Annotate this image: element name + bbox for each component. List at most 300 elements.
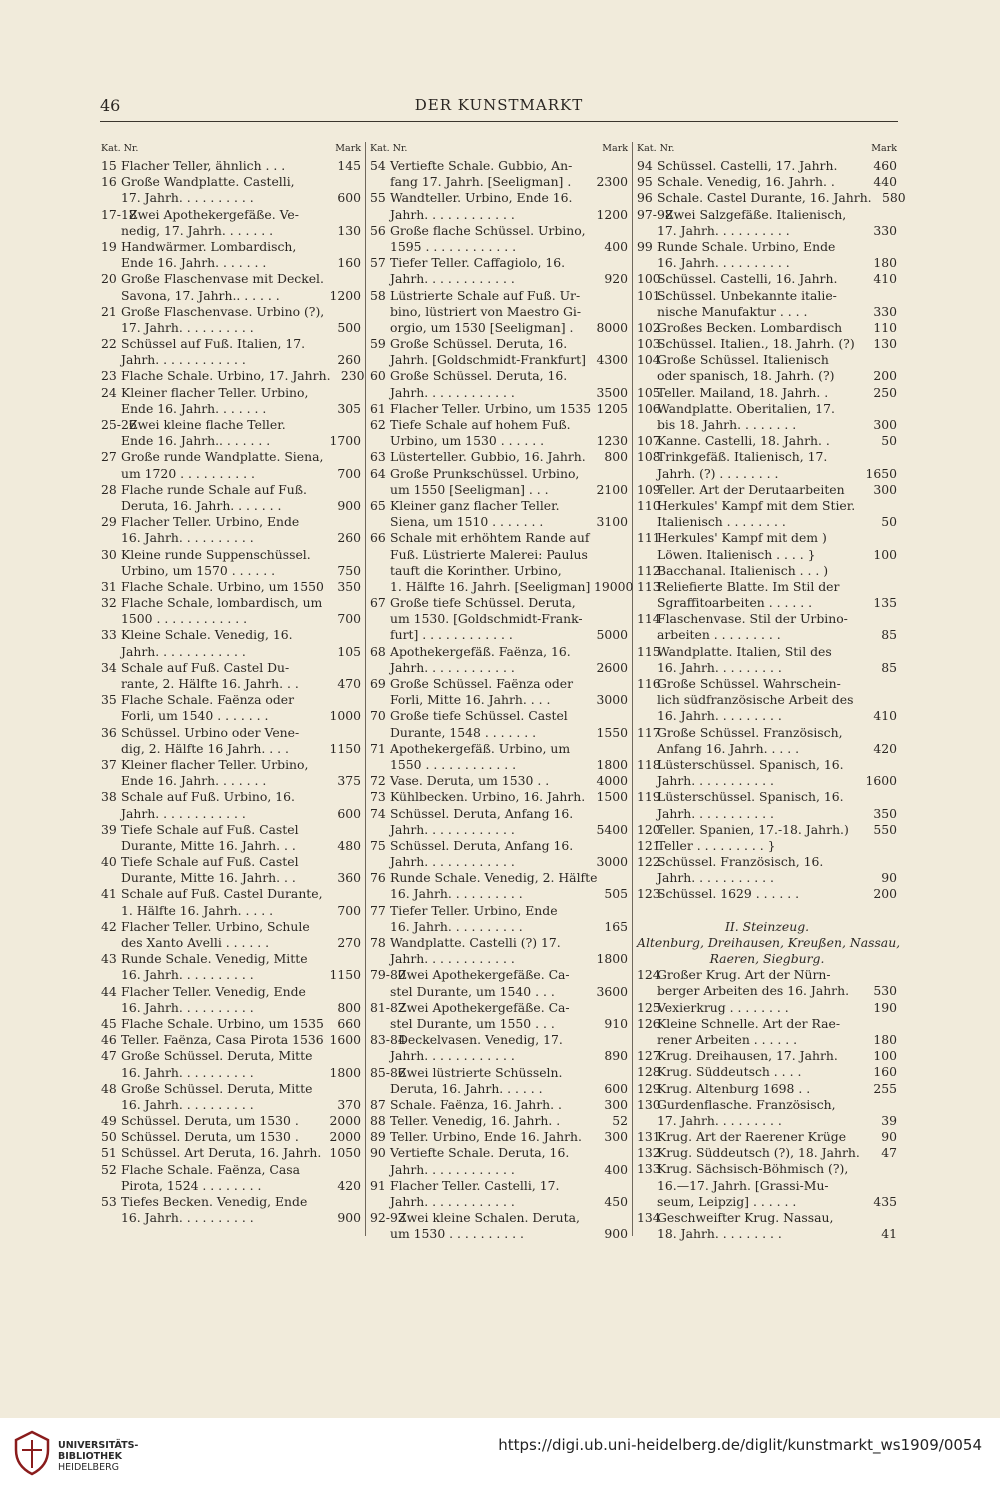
price-mark: 41 bbox=[881, 1226, 897, 1242]
catalog-number: 100 bbox=[637, 271, 661, 287]
catalog-number: 90 bbox=[370, 1145, 386, 1161]
catalog-entry-line bbox=[101, 1048, 361, 1064]
catalog-entry-line bbox=[370, 255, 628, 271]
catalog-entry-line bbox=[370, 1113, 628, 1129]
catalog-entry-line bbox=[101, 854, 361, 870]
entry-description: 17. Jahrh. . . . . . . . . . bbox=[121, 190, 254, 206]
entry-description: Zwei Apothekergefäße. Ve- bbox=[129, 206, 299, 222]
catalog-entry-line bbox=[637, 1194, 897, 1210]
catalog-entry-line bbox=[101, 627, 361, 643]
catalog-entry-line bbox=[637, 530, 897, 546]
catalog-number: 115 bbox=[637, 643, 661, 659]
entry-description: Jahrh. . . . . . . . . . . . bbox=[121, 643, 246, 659]
price-mark bbox=[327, 627, 361, 643]
catalog-number: 134 bbox=[637, 1210, 661, 1225]
catalog-number bbox=[370, 611, 390, 627]
price-mark: 370 bbox=[337, 1096, 361, 1112]
catalog-entry-line bbox=[101, 1081, 361, 1097]
catalog-entry-line bbox=[370, 320, 628, 336]
catalog-number bbox=[101, 870, 121, 886]
price-mark: 90 bbox=[881, 870, 897, 886]
catalog-number bbox=[101, 352, 121, 368]
catalog-entry-line bbox=[370, 1016, 628, 1032]
catalog-entry-line bbox=[370, 401, 628, 417]
entry-description: Jahrh. . . . . . . . . . . . bbox=[390, 821, 515, 837]
catalog-number bbox=[101, 466, 121, 482]
price-mark bbox=[594, 417, 628, 433]
catalog-entry-line bbox=[637, 498, 897, 514]
entry-description: des Xanto Avelli . . . . . . bbox=[121, 935, 270, 950]
price-mark bbox=[594, 336, 628, 352]
catalog-number bbox=[370, 692, 390, 708]
price-mark: 410 bbox=[873, 271, 897, 287]
price-mark: 260 bbox=[337, 530, 361, 546]
price-mark bbox=[594, 1178, 628, 1194]
entry-description: Kleiner flacher Teller. Urbino, bbox=[121, 384, 309, 400]
price-mark: 300 bbox=[604, 1096, 628, 1112]
catalog-entry-line bbox=[101, 207, 361, 223]
catalog-number: 105 bbox=[637, 384, 661, 400]
catalog-number: 40 bbox=[101, 854, 117, 870]
catalog-number bbox=[370, 547, 390, 563]
entry-description: 16. Jahrh. . . . . . . . . . bbox=[390, 918, 523, 934]
entry-description: 16. Jahrh. . . . . . . . . . bbox=[121, 1096, 254, 1112]
catalog-number: 70 bbox=[370, 708, 386, 724]
catalog-number: 19 bbox=[101, 238, 117, 254]
catalog-entry-line bbox=[637, 967, 897, 983]
price-mark: 4000 bbox=[596, 773, 628, 789]
catalog-entry-line bbox=[101, 466, 361, 482]
catalog-entry-line bbox=[637, 1048, 897, 1064]
catalog-entry-line bbox=[370, 385, 628, 401]
price-mark bbox=[594, 304, 628, 320]
catalog-entry-line bbox=[637, 644, 897, 660]
catalog-column-3 bbox=[637, 142, 906, 1242]
price-mark: 2000 bbox=[329, 1129, 361, 1145]
price-mark: 600 bbox=[337, 805, 361, 821]
column-rule bbox=[632, 142, 633, 1236]
entry-description: Flache Schale. Urbino, 17. Jahrh. bbox=[121, 368, 331, 384]
price-mark: 410 bbox=[873, 708, 897, 724]
catalog-number: 54 bbox=[370, 158, 386, 173]
entry-description: II. Steinzeug. bbox=[724, 918, 810, 934]
entry-description: Schüssel. 1629 . . . . . . bbox=[657, 886, 800, 902]
catalog-number bbox=[370, 725, 390, 741]
catalog-entry-line bbox=[637, 158, 897, 174]
catalog-number: 104 bbox=[637, 352, 661, 368]
catalog-entry-line bbox=[637, 174, 897, 190]
entry-description: Kleine Schnelle. Art der Rae- bbox=[657, 1015, 841, 1031]
entry-description: Lüsterteller. Gubbio, 16. Jahrh. bbox=[390, 449, 586, 465]
catalog-entry-line bbox=[637, 466, 897, 482]
price-mark bbox=[327, 174, 361, 190]
catalog-entry-line bbox=[370, 304, 628, 320]
catalog-entry-line bbox=[370, 708, 628, 724]
catalog-entry-line bbox=[101, 1032, 361, 1048]
catalog-column-2 bbox=[370, 142, 634, 1243]
catalog-entry-line bbox=[637, 482, 897, 498]
catalog-entry-line bbox=[637, 449, 897, 465]
catalog-entry-line bbox=[370, 1226, 628, 1242]
price-mark: 435 bbox=[873, 1193, 897, 1209]
catalog-entry-line bbox=[370, 627, 628, 643]
catalog-number: 106 bbox=[637, 400, 661, 416]
catalog-number: 57 bbox=[370, 255, 386, 271]
price-mark: 110 bbox=[873, 319, 897, 335]
entry-description: Lüsterschüssel. Spanisch, 16. bbox=[657, 789, 844, 805]
catalog-entry-line bbox=[637, 611, 897, 627]
price-mark bbox=[594, 1032, 628, 1048]
price-mark bbox=[594, 547, 628, 563]
price-mark: 420 bbox=[337, 1177, 361, 1193]
catalog-entry-line bbox=[637, 983, 897, 999]
catalog-entry-line bbox=[101, 725, 361, 741]
entry-description: 16. Jahrh. . . . . . . . . . bbox=[390, 886, 523, 902]
catalog-number bbox=[101, 530, 121, 546]
price-mark bbox=[594, 158, 628, 174]
catalog-entry-line bbox=[101, 530, 361, 546]
price-mark: 305 bbox=[337, 400, 361, 416]
entry-description: Flache Schale. Urbino, um 1535 bbox=[121, 1015, 324, 1031]
catalog-number bbox=[637, 1194, 657, 1210]
price-mark bbox=[594, 806, 628, 822]
catalog-entry-line bbox=[101, 676, 361, 692]
catalog-entry-line bbox=[370, 967, 628, 983]
catalog-number: 16 bbox=[101, 174, 117, 190]
page-number: 46 bbox=[100, 96, 121, 115]
price-mark: 100 bbox=[873, 546, 897, 562]
catalog-entry-line bbox=[637, 433, 897, 449]
entry-description: Wandteller. Urbino, Ende 16. bbox=[390, 190, 573, 206]
entry-description: Teller. Mailand, 18. Jahrh. . bbox=[657, 384, 829, 400]
catalog-number bbox=[101, 1178, 121, 1194]
catalog-number: 130 bbox=[637, 1096, 661, 1112]
entry-description: Große Prunkschüssel. Urbino, bbox=[390, 465, 580, 481]
price-mark: 1800 bbox=[596, 756, 628, 772]
entry-description: 17. Jahrh. . . . . . . . . bbox=[657, 1112, 782, 1128]
entry-description: Wandplatte. Castelli (?) 17. bbox=[390, 935, 561, 950]
catalog-entry-line bbox=[370, 595, 628, 611]
price-mark bbox=[594, 288, 628, 304]
catalog-number bbox=[101, 1065, 121, 1081]
price-mark bbox=[863, 1161, 897, 1177]
catalog-entry-line bbox=[101, 320, 361, 336]
entry-description: Tiefes Becken. Venedig, Ende bbox=[121, 1194, 308, 1209]
catalog-number: 44 bbox=[101, 983, 117, 999]
entry-description: Krug. Dreihausen, 17. Jahrh. bbox=[657, 1048, 838, 1064]
entry-description: Apothekergefäß. Faënza, 16. bbox=[390, 643, 571, 659]
catalog-number: 129 bbox=[637, 1080, 661, 1096]
price-mark: 750 bbox=[337, 562, 361, 578]
catalog-number bbox=[370, 1048, 390, 1064]
price-mark: 460 bbox=[873, 158, 897, 173]
price-mark bbox=[594, 1210, 628, 1226]
catalog-number bbox=[101, 401, 121, 417]
entry-description: Trinkgefäß. Italienisch, 17. bbox=[657, 449, 828, 465]
catalog-entry-line bbox=[101, 304, 361, 320]
entry-description: Kanne. Castelli, 18. Jahrh. . bbox=[657, 433, 830, 449]
catalog-entry-line bbox=[370, 158, 628, 174]
catalog-entry-line bbox=[637, 288, 897, 304]
entry-description: Jahrh. (?) . . . . . . . . bbox=[657, 465, 779, 481]
catalog-number: 58 bbox=[370, 287, 386, 303]
price-mark: 255 bbox=[873, 1080, 897, 1096]
catalog-number bbox=[101, 967, 121, 983]
price-mark: 5000 bbox=[596, 627, 628, 643]
catalog-entry-line bbox=[101, 514, 361, 530]
entry-description: Ende 16. Jahrh. . . . . . . bbox=[121, 255, 267, 271]
catalog-number bbox=[637, 304, 657, 320]
entry-description: Teller . . . . . . . . . } bbox=[657, 837, 776, 853]
catalog-number: 102 bbox=[637, 319, 661, 335]
catalog-number bbox=[637, 806, 657, 822]
price-mark bbox=[327, 239, 361, 255]
price-mark bbox=[327, 854, 361, 870]
catalog-number bbox=[101, 433, 121, 449]
entry-description: Kühlbecken. Urbino, 16. Jahrh. bbox=[390, 789, 586, 805]
catalog-entry-line bbox=[370, 773, 628, 789]
price-mark bbox=[327, 692, 361, 708]
catalog-number: 29 bbox=[101, 514, 117, 530]
catalog-number: 65 bbox=[370, 497, 386, 513]
catalog-entry-line bbox=[101, 1000, 361, 1016]
entry-description: Tiefe Schale auf hohem Fuß. bbox=[390, 417, 571, 432]
entry-description: um 1550 [Seeligman] . . . bbox=[390, 481, 549, 497]
catalog-number bbox=[101, 773, 121, 789]
catalog-entry-line bbox=[637, 547, 897, 563]
entry-description: dig, 2. Hälfte 16 Jahrh. . . . bbox=[121, 740, 289, 756]
catalog-entry-line bbox=[637, 1064, 897, 1080]
catalog-number bbox=[637, 1226, 657, 1242]
entry-description: Schale. Castel Durante, 16. Jahrh. bbox=[657, 190, 872, 206]
catalog-entry-line bbox=[370, 1048, 628, 1064]
catalog-entry-line bbox=[637, 514, 897, 530]
price-mark: 660 bbox=[337, 1015, 361, 1031]
price-mark bbox=[594, 644, 628, 660]
price-mark: 1000 bbox=[329, 708, 361, 724]
catalog-entry-line bbox=[370, 207, 628, 223]
catalog-number bbox=[370, 239, 390, 255]
entry-description: Flacher Teller. Castelli, 17. bbox=[390, 1177, 560, 1193]
catalog-number bbox=[101, 644, 121, 660]
source-url[interactable]: https://digi.ub.uni-heidelberg.de/diglit/kunstmarkt_ws1909/0054 bbox=[498, 1436, 982, 1454]
price-mark bbox=[594, 741, 628, 757]
catalog-number: 35 bbox=[101, 692, 117, 708]
catalog-number bbox=[370, 822, 390, 838]
price-mark: 135 bbox=[873, 595, 897, 611]
entry-description: Schüssel. Deruta, Anfang 16. bbox=[390, 837, 574, 853]
catalog-entry-line bbox=[101, 773, 361, 789]
entry-description: orgio, um 1530 [Seeligman] . bbox=[390, 319, 574, 335]
entry-description: 18. Jahrh. . . . . . . . . bbox=[657, 1226, 782, 1242]
entry-description: Teller. Spanien, 17.-18. Jahrh.) bbox=[657, 821, 849, 837]
catalog-number bbox=[101, 935, 121, 951]
price-mark bbox=[594, 466, 628, 482]
entry-description: Durante, 1548 . . . . . . . bbox=[390, 724, 537, 740]
price-mark bbox=[594, 935, 628, 951]
entry-description: Herkules' Kampf mit dem ) bbox=[657, 530, 827, 546]
price-mark bbox=[327, 417, 361, 433]
price-mark bbox=[594, 530, 628, 546]
catalog-number bbox=[101, 741, 121, 757]
price-mark bbox=[327, 984, 361, 1000]
price-mark: 3500 bbox=[596, 384, 628, 400]
entry-description: 1. Hälfte 16. Jahrh. . . . . bbox=[121, 902, 274, 918]
entry-description: 16. Jahrh. . . . . . . . . . bbox=[657, 255, 790, 271]
entry-description: Flache runde Schale auf Fuß. bbox=[121, 481, 307, 497]
section-heading bbox=[637, 951, 897, 967]
entry-description: Große Schüssel. Deruta, 16. bbox=[390, 368, 568, 384]
catalog-number bbox=[370, 482, 390, 498]
price-mark bbox=[327, 951, 361, 967]
catalog-number bbox=[101, 676, 121, 692]
catalog-number bbox=[370, 271, 390, 287]
price-mark: 530 bbox=[873, 983, 897, 999]
price-mark bbox=[327, 449, 361, 465]
price-mark bbox=[863, 563, 897, 579]
entry-description: Schale auf Fuß. Castel Durante, bbox=[121, 886, 323, 902]
catalog-entry-line bbox=[101, 903, 361, 919]
price-mark bbox=[863, 611, 897, 627]
catalog-entry-line bbox=[637, 822, 897, 838]
price-mark: 180 bbox=[873, 255, 897, 271]
entry-description: Urbino, um 1530 . . . . . . bbox=[390, 433, 545, 449]
catalog-entry-line bbox=[101, 190, 361, 206]
entry-description: Tiefer Teller. Caffagiolo, 16. bbox=[390, 255, 566, 271]
catalog-number: 51 bbox=[101, 1145, 117, 1161]
entry-description: 17. Jahrh. . . . . . . . . . bbox=[121, 319, 254, 335]
column-rule bbox=[365, 142, 366, 1236]
catalog-number bbox=[370, 320, 390, 336]
catalog-number bbox=[101, 806, 121, 822]
catalog-entry-line bbox=[101, 1162, 361, 1178]
entry-description: Flache Schale. Faënza, Casa bbox=[121, 1161, 300, 1177]
catalog-number bbox=[637, 255, 657, 271]
catalog-entry-line bbox=[637, 417, 897, 433]
catalog-number bbox=[101, 498, 121, 514]
catalog-number: 62 bbox=[370, 417, 386, 432]
price-mark: 270 bbox=[337, 935, 361, 950]
catalog-entry-line bbox=[101, 352, 361, 368]
price-mark: 600 bbox=[604, 1080, 628, 1096]
entry-description: arbeiten . . . . . . . . . bbox=[657, 627, 781, 643]
catalog-entry-line bbox=[101, 692, 361, 708]
catalog-entry-line bbox=[101, 174, 361, 190]
price-mark: 1205 bbox=[596, 400, 628, 416]
catalog-number: 96 bbox=[637, 190, 653, 206]
catalog-entry-line bbox=[370, 725, 628, 741]
price-mark bbox=[863, 352, 897, 368]
entry-description: Jahrh. . . . . . . . . . . . bbox=[390, 1194, 515, 1209]
entry-description: Jahrh. . . . . . . . . . . . bbox=[390, 1048, 515, 1064]
price-mark: 360 bbox=[337, 870, 361, 886]
price-mark: 50 bbox=[881, 514, 897, 530]
price-mark bbox=[327, 207, 361, 223]
catalog-entry-line bbox=[370, 239, 628, 255]
price-mark: 4300 bbox=[596, 352, 628, 368]
entry-description: Deckelvasen. Venedig, 17. bbox=[398, 1032, 563, 1048]
entry-description: Kleiner ganz flacher Teller. bbox=[390, 497, 560, 513]
catalog-number: 110 bbox=[637, 497, 661, 513]
catalog-entry-line bbox=[370, 822, 628, 838]
price-mark bbox=[327, 482, 361, 498]
entry-description: bino, lüstriert von Maestro Gi- bbox=[390, 303, 582, 319]
price-mark: 3600 bbox=[596, 983, 628, 999]
entry-description: Sgraffitoarbeiten . . . . . . bbox=[657, 595, 813, 611]
catalog-entry-line bbox=[637, 304, 897, 320]
entry-description: 17. Jahrh. . . . . . . . . . bbox=[657, 222, 790, 238]
price-heading: Mark bbox=[602, 143, 628, 154]
catalog-entry-line bbox=[637, 886, 897, 902]
entry-description: Deruta, 16. Jahrh. . . . . . bbox=[390, 1080, 543, 1096]
catalog-number: 52 bbox=[101, 1161, 117, 1177]
price-mark: 470 bbox=[337, 676, 361, 691]
entry-description: Große tiefe Schüssel. Castel bbox=[390, 708, 568, 724]
entry-description: Schale. Venedig, 16. Jahrh. . bbox=[657, 174, 835, 190]
price-mark: 1650 bbox=[865, 465, 897, 481]
catalog-entry-line bbox=[101, 919, 361, 935]
price-mark bbox=[863, 1178, 897, 1194]
catalog-number bbox=[370, 854, 390, 870]
catalog-number bbox=[637, 627, 657, 643]
price-mark: 375 bbox=[337, 773, 361, 789]
entry-description: Flache Schale. Faënza oder bbox=[121, 692, 295, 708]
catalog-number: 108 bbox=[637, 449, 661, 465]
catalog-entry-line bbox=[370, 1162, 628, 1178]
catalog-number: 48 bbox=[101, 1080, 117, 1096]
catalog-number: 61 bbox=[370, 400, 386, 416]
catalog-number: 31 bbox=[101, 578, 117, 594]
catalog-number: 60 bbox=[370, 368, 386, 384]
entry-description: 16. Jahrh. . . . . . . . . . bbox=[121, 999, 254, 1015]
catalog-number: 36 bbox=[101, 724, 117, 740]
catalog-number bbox=[637, 741, 657, 757]
catalog-number bbox=[637, 595, 657, 611]
price-mark bbox=[594, 190, 628, 206]
catalog-number: 63 bbox=[370, 449, 386, 465]
catalog-entry-line bbox=[101, 368, 365, 384]
catalog-entry-line bbox=[637, 563, 897, 579]
entry-description: Jahrh. . . . . . . . . . . bbox=[657, 805, 774, 821]
catalog-number: 124 bbox=[637, 967, 661, 983]
catalog-number: 21 bbox=[101, 303, 117, 319]
entry-description: Reliefierte Blatte. Im Stil der bbox=[657, 578, 840, 594]
entry-description: Runde Schale. Venedig, Mitte bbox=[121, 951, 308, 967]
price-mark bbox=[863, 789, 897, 805]
catalog-number bbox=[637, 368, 657, 384]
catalog-number bbox=[101, 563, 121, 579]
catalog-entry-line bbox=[101, 595, 361, 611]
catalog-number bbox=[101, 1000, 121, 1016]
price-mark: 910 bbox=[604, 1015, 628, 1031]
price-mark bbox=[594, 368, 628, 384]
catalog-number bbox=[101, 223, 121, 239]
entry-description: Kleiner flacher Teller. Urbino, bbox=[121, 756, 309, 772]
price-mark bbox=[327, 514, 361, 530]
catalog-entry-line bbox=[370, 886, 628, 902]
price-mark bbox=[327, 385, 361, 401]
library-name-line: UNIVERSITÄTS- bbox=[58, 1440, 139, 1451]
column-header bbox=[637, 142, 897, 158]
price-mark: 440 bbox=[873, 174, 897, 190]
catalog-number: 128 bbox=[637, 1064, 661, 1080]
entry-description: Runde Schale. Urbino, Ende bbox=[657, 238, 836, 254]
entry-description: 1500 . . . . . . . . . . . . bbox=[121, 611, 248, 627]
catalog-number: 125 bbox=[637, 999, 661, 1015]
entry-description: tauft die Korinther. Urbino, bbox=[390, 562, 562, 578]
catalog-number bbox=[637, 417, 657, 433]
entry-description: Schüssel. Art Deruta, 16. Jahrh. bbox=[121, 1145, 322, 1161]
